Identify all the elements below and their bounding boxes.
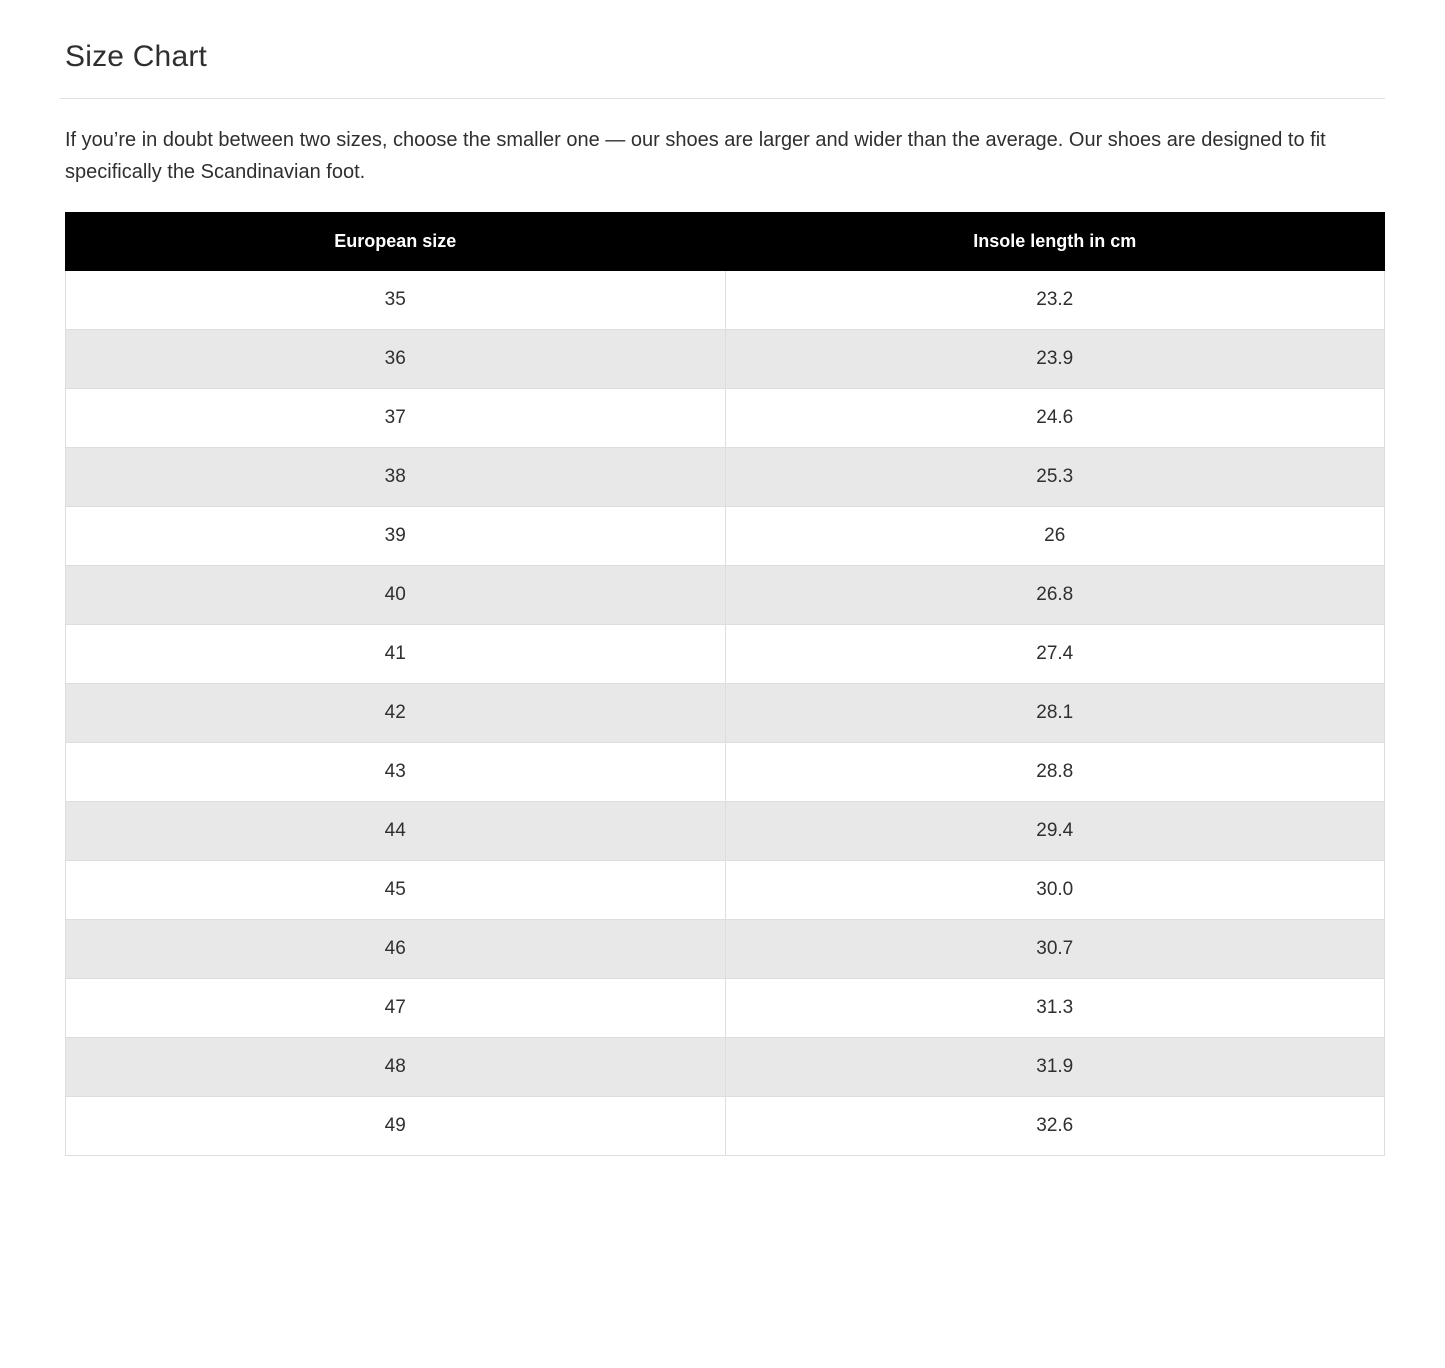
cell-insole-length: 28.8	[725, 743, 1385, 802]
cell-european-size: 45	[66, 861, 726, 920]
table-row	[66, 920, 1385, 979]
column-header-insole-length: Insole length in cm	[725, 213, 1385, 271]
table-row	[66, 448, 1385, 507]
cell-european-size: 42	[66, 684, 726, 743]
cell-european-size: 48	[66, 1038, 726, 1097]
cell-european-size: 43	[66, 743, 726, 802]
cell-insole-length: 27.4	[725, 625, 1385, 684]
table-row	[66, 330, 1385, 389]
cell-insole-length: 25.3	[725, 448, 1385, 507]
size-chart-table	[65, 212, 1385, 1156]
cell-insole-length: 26.8	[725, 566, 1385, 625]
column-header-european-size: European size	[66, 213, 726, 271]
cell-european-size: 37	[66, 389, 726, 448]
page-title: Size Chart	[65, 40, 208, 73]
intro-text: If you’re in doubt between two sizes, choose the smaller one — our shoes are larger and wider than the average. Our shoes are designed to fit specifically the Scandinavian foot.	[65, 129, 1326, 183]
table-row	[66, 625, 1385, 684]
cell-european-size: 49	[66, 1097, 726, 1156]
table-body	[66, 271, 1385, 1156]
cell-insole-length: 31.3	[725, 979, 1385, 1038]
cell-european-size: 47	[66, 979, 726, 1038]
table-row	[66, 1038, 1385, 1097]
table-row	[66, 802, 1385, 861]
cell-insole-length: 32.6	[725, 1097, 1385, 1156]
cell-european-size: 40	[66, 566, 726, 625]
cell-european-size: 38	[66, 448, 726, 507]
table-header	[66, 213, 1385, 271]
cell-european-size: 35	[66, 271, 726, 330]
table-row	[66, 566, 1385, 625]
table-row	[66, 743, 1385, 802]
cell-insole-length: 31.9	[725, 1038, 1385, 1097]
table-row	[66, 861, 1385, 920]
cell-european-size: 39	[66, 507, 726, 566]
table-row	[66, 979, 1385, 1038]
cell-insole-length: 29.4	[725, 802, 1385, 861]
table-row	[66, 1097, 1385, 1156]
cell-european-size: 41	[66, 625, 726, 684]
table-row	[66, 389, 1385, 448]
cell-european-size: 36	[66, 330, 726, 389]
table-row	[66, 507, 1385, 566]
cell-insole-length: 24.6	[725, 389, 1385, 448]
cell-insole-length: 26	[725, 507, 1385, 566]
title-divider	[60, 98, 1385, 99]
cell-insole-length: 23.2	[725, 271, 1385, 330]
cell-insole-length: 30.7	[725, 920, 1385, 979]
cell-european-size: 46	[66, 920, 726, 979]
table-row	[66, 684, 1385, 743]
cell-insole-length: 30.0	[725, 861, 1385, 920]
cell-insole-length: 23.9	[725, 330, 1385, 389]
cell-european-size: 44	[66, 802, 726, 861]
table-header-row	[66, 213, 1385, 271]
table-row	[66, 271, 1385, 330]
cell-insole-length: 28.1	[725, 684, 1385, 743]
